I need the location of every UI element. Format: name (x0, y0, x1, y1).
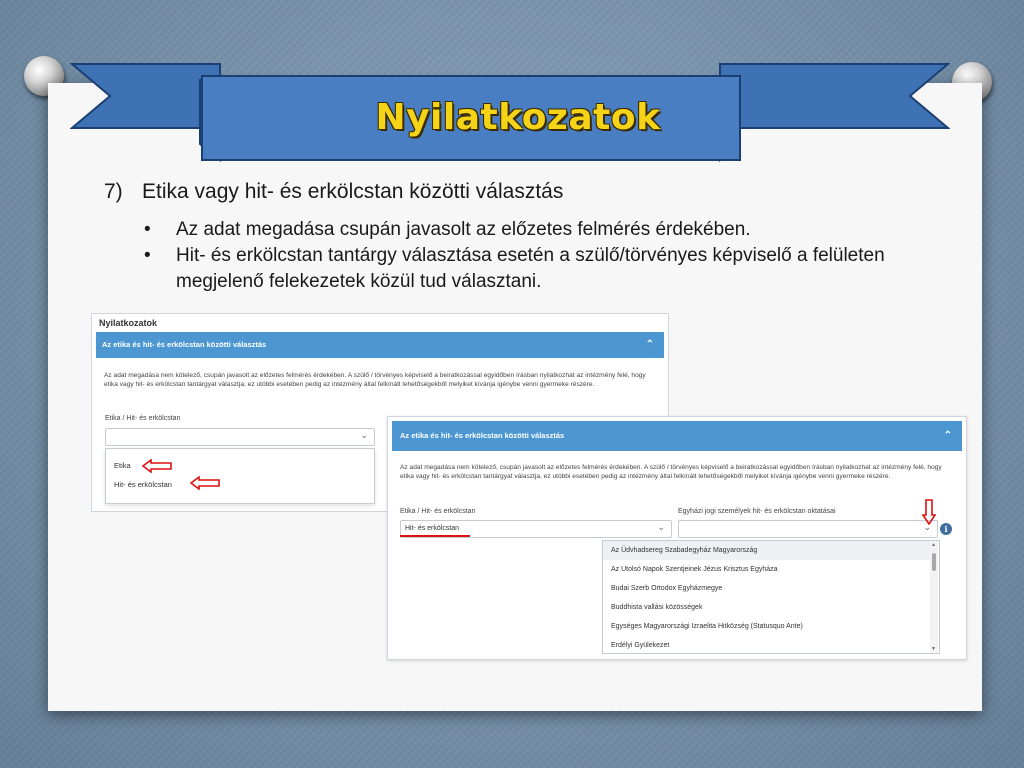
bullet-item (146, 217, 956, 243)
chevron-down-icon: ⌄ (657, 522, 665, 532)
field-label: Egyházi jogi személyek hit- és erkölcstan oktatásai (678, 508, 836, 515)
red-arrow-icon (190, 476, 220, 490)
ethics-select[interactable] (105, 428, 375, 446)
description-text: Az adat megadása nem kötelező, csupán javasolt az előzetes felmérés érdekében. A szülő / törvényes képviselő a beiratkozással egyidőben írásban nyilatkozhat az intézmény felé, hogy etika vagy hit- és erkölcstan tantárgyat választja, ez utóbbi esetében pedig az intézmény által felkínált lehetőségekből melyiket kívánja igénybe venni gyermeke részére. (104, 372, 646, 388)
chevron-up-icon[interactable]: ⌃ (943, 430, 952, 441)
option-etika[interactable]: Etika (114, 461, 131, 470)
red-arrow-icon (142, 459, 172, 473)
heading-text: Etika vagy hit- és erkölcstan közötti választás (142, 180, 564, 203)
list-item[interactable]: Buddhista vallási közösségek (611, 604, 703, 611)
chevron-up-icon[interactable]: ⌃ (645, 339, 654, 350)
red-down-arrow-icon (922, 499, 936, 525)
denomination-select[interactable] (678, 520, 938, 538)
field-label: Etika / Hit- és erkölcstan (105, 415, 181, 422)
field-label: Etika / Hit- és erkölcstan (400, 508, 476, 515)
chevron-down-icon: ⌄ (923, 522, 931, 532)
list-item[interactable]: Az Utolsó Napok Szentjeinek Jézus Krisztus Egyháza (611, 566, 778, 573)
accordion-title: Az etika és hit- és erkölcstan közötti választás (400, 431, 565, 440)
chevron-down-icon: ⌄ (360, 430, 368, 440)
scroll-up-icon[interactable]: ▲ (931, 542, 936, 548)
option-hit-es-erkolcstan[interactable]: Hit- és erkölcstan (114, 480, 172, 489)
info-icon[interactable]: i (940, 523, 952, 535)
denomination-dropdown (602, 540, 940, 654)
section-title: Nyilatkozatok (99, 318, 158, 328)
accordion-title: Az etika és hit- és erkölcstan közötti választás (102, 340, 267, 349)
description-text: Az adat megadása nem kötelező, csupán javasolt az előzetes felmérés érdekében. A szülő / törvényes képviselő a beiratkozással egyidőben írásban nyilatkozhat az intézmény felé, hogy etika vagy hit- és erkölcstan tantárgyat választja, ez utóbbi esetében pedig az intézmény által felkínált lehetőségekből melyiket kívánja igénybe venni gyermeke részére. (400, 464, 942, 480)
accordion-header[interactable] (392, 421, 962, 451)
scroll-thumb[interactable] (932, 553, 936, 571)
list-item[interactable]: Erdélyi Gyülekezet (611, 642, 670, 649)
bullet-text: • Az adat megadása csupán javasolt az előzetes felmérés érdekében. (176, 219, 751, 240)
bullet-item (146, 243, 956, 295)
list-item[interactable]: Az Üdvhadsereg Szabadegyház Magyarország (603, 541, 931, 560)
red-underline (400, 535, 470, 537)
slide-heading (104, 180, 563, 204)
screenshot-denomination (387, 416, 967, 660)
accordion-header[interactable] (96, 332, 664, 358)
list-item[interactable]: Budai Szerb Ortodox Egyházmegye (611, 585, 723, 592)
scroll-down-icon[interactable]: ▼ (931, 646, 936, 652)
ethics-dropdown (105, 448, 375, 504)
bullet-text: • Hit- és erkölcstan tantárgy választása esetén a szülő/törvényes képviselő a felületen megjelenő felekezetek közül tud választani. (176, 245, 885, 292)
list-item[interactable]: Egységes Magyarországi Izraelita Hitközség (Statusquo Ante) (611, 623, 803, 630)
scrollbar[interactable] (930, 541, 938, 653)
selected-value: Hit- és erkölcstan (405, 525, 460, 532)
heading-number: 7) (104, 180, 123, 203)
banner-title: Nyilatkozatok (375, 97, 661, 138)
